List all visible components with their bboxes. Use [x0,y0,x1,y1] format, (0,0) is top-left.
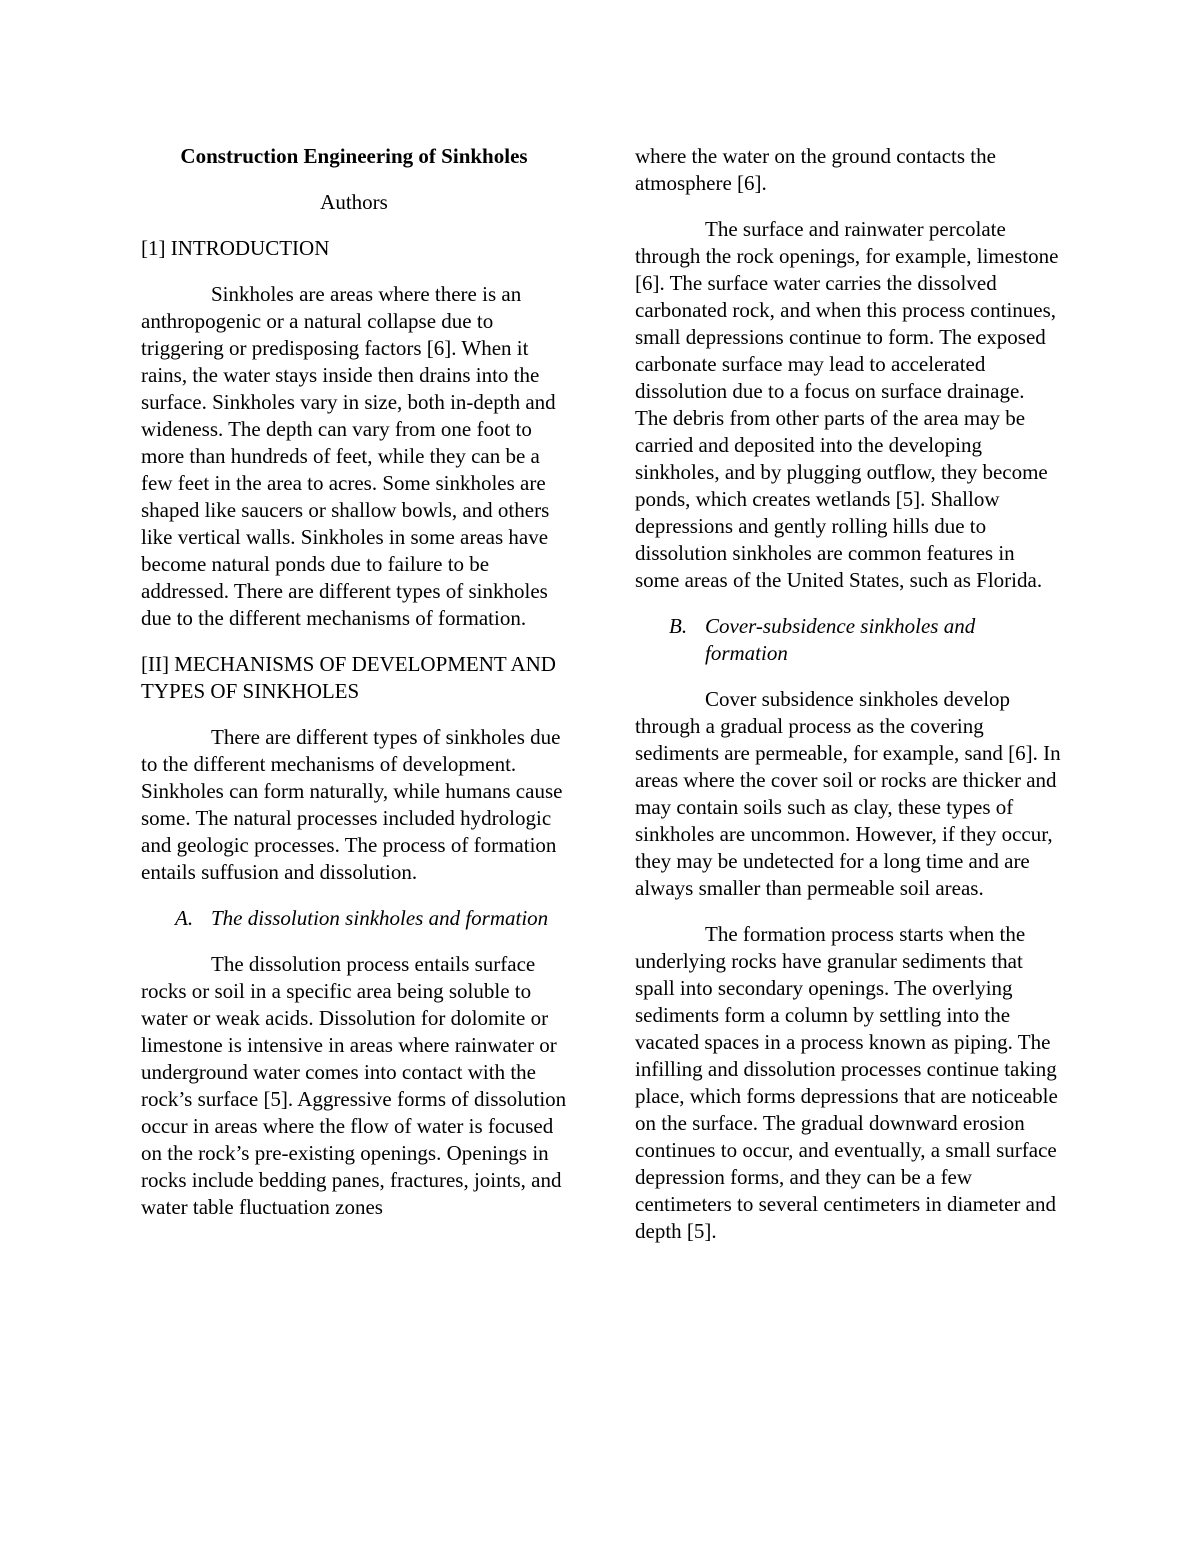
subsection-a-heading [141,905,567,932]
right-column [635,143,1061,1264]
mechanisms-heading: [II] MECHANISMS OF DEVELOPMENT AND TYPES OF SINKHOLES [141,652,556,703]
cover-subsidence-paragraph: Cover subsidence sinkholes develop through a gradual process as the covering sediments are permeable, for example, sand [6]. In areas where the cover soil or rocks are thicker and may contain soils such as clay, these types of sinkholes are uncommon. However, if they occur, they may be undetected for a long time and are always smaller than permeable soil areas. [635,687,1061,900]
left-column [141,143,567,1240]
subsection-b-heading [635,613,1061,667]
authors-line: Authors [320,190,388,214]
intro-heading: [1] INTRODUCTION [141,236,330,260]
subsection-b-title: Cover-subsidence sinkholes and formation [705,614,976,665]
document-title: Construction Engineering of Sinkholes [180,144,528,168]
formation-paragraph: The formation process starts when the underlying rocks have granular sediments that spall into secondary openings. The overlying sediments form a column by settling into the vacated spaces in a process known as piping. The infilling and dissolution processes continue taking place, which forms depressions that are noticeable on the surface. The gradual downward erosion continues to occur, and eventually, a small surface depression forms, and they can be a few centimeters to several centimeters in diameter and depth [5]. [635,922,1058,1243]
subsection-b-letter: B. [669,614,688,638]
subsection-a-letter: A. [175,906,194,930]
continuation-text: where the water on the ground contacts the atmosphere [6]. [635,144,996,195]
dissolution-paragraph: The dissolution process entails surface rocks or soil in a specific area being soluble to water or weak acids. Dissolution for dolomite or limestone is intensive in areas where rainwater or underground water comes into contact with the rock’s surface [5]. Aggressive forms of dissolution occur in areas where the flow of water is focused on the rock’s pre-existing openings. Openings in rocks include bedding panes, fractures, joints, and water table fluctuation zones [141,952,567,1219]
subsection-a-title: The dissolution sinkholes and formation [211,906,549,930]
percolate-paragraph: The surface and rainwater percolate through the rock openings, for example, limestone [6]. The surface water carries the dissolved carbonated rock, and when this process continues, small depressions continue to form. The exposed carbonate surface may lead to accelerated dissolution due to a focus on surface drainage. The debris from other parts of the area may be carried and deposited into the developing sinkholes, and by plugging outflow, they become ponds, which creates wetlands [5]. Shallow depressions and gently rolling hills due to dissolution sinkholes are common features in some areas of the United States, such as Florida. [635,217,1059,592]
mechanisms-paragraph: There are different types of sinkholes due to the different mechanisms of development. Sinkholes can form naturally, while humans cause some. The natural processes included hydrologic and geologic processes. The process of formation entails suffusion and dissolution. [141,725,563,884]
intro-paragraph: Sinkholes are areas where there is an anthropogenic or a natural collapse due to triggering or predisposing factors [6]. When it rains, the water stays inside then drains into the surface. Sinkholes vary in size, both in-depth and wideness. The depth can vary from one foot to more than hundreds of feet, while they can be a few feet in the area to acres. Some sinkholes are shaped like saucers or shallow bowls, and others like vertical walls. Sinkholes in some areas have become natural ponds due to failure to be addressed. There are different types of sinkholes due to the different mechanisms of formation. [141,282,556,630]
